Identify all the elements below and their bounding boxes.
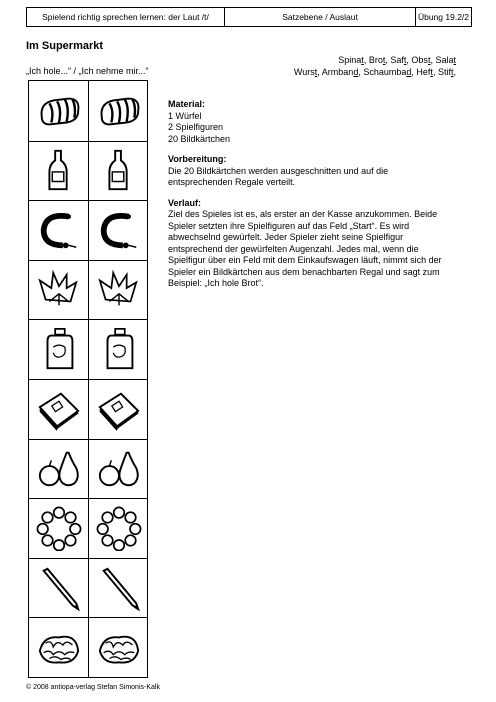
word: Schaumbad — [363, 67, 412, 77]
board-cell — [89, 498, 149, 558]
board-cell — [29, 439, 89, 499]
header-level: Satzebene / Auslaut — [225, 8, 416, 26]
fruit-icon — [36, 445, 82, 491]
board-cell — [29, 81, 89, 141]
material-heading: Material: — [168, 99, 206, 109]
header-topic: Spielend richtig sprechen lernen: der Laut /t/ — [27, 8, 225, 26]
bread-icon — [96, 88, 142, 134]
board-row-divider — [29, 141, 147, 142]
board-cell — [29, 260, 89, 320]
bracelet-icon — [36, 505, 82, 551]
pencil-icon — [36, 565, 82, 611]
board-cell — [89, 319, 149, 379]
board-row-divider — [29, 260, 147, 261]
preparation-text: Die 20 Bildkärtchen werden ausgeschnitten und auf die entsprechenden Regale verteilt. — [168, 165, 389, 187]
board-cell — [29, 617, 89, 677]
board-row-divider — [29, 319, 147, 320]
material-list — [168, 111, 446, 146]
board-row-divider — [29, 498, 147, 499]
board-row-divider — [29, 439, 147, 440]
word: Saft — [390, 55, 407, 65]
header-exercise-number: Übung 19.2/2 — [417, 12, 470, 22]
lettuce-icon — [36, 267, 82, 313]
word: Stift — [437, 67, 454, 77]
pencil-icon — [96, 565, 142, 611]
board-cell — [89, 439, 149, 499]
board-cell — [29, 319, 89, 379]
fruit-icon — [96, 445, 142, 491]
board-cell — [89, 200, 149, 260]
material-item: 2 Spielfiguren — [168, 122, 224, 132]
sausage-icon — [36, 207, 82, 253]
word-line-2: Wurst, Armband, Schaumbad, Heft, Stift, — [293, 67, 456, 77]
word: Heft — [416, 67, 433, 77]
board-cell — [29, 141, 89, 201]
bread-icon — [36, 88, 82, 134]
procedure-text: Ziel des Spieles ist es, als erster an der Kasse anzukommen. Beide Spieler setzten ihre Spielfiguren auf das Feld „Start“. Es wird abwechselnd gewürfelt. Jeder Spieler zieht seine Spielfigur entsprechend der gewürfelten Augenzahl. Jedes mal, wenn die Spielfigur über ein Feld mit dem Einkaufswagen läuft, nimmt sich der Spieler ein Bildkärtchen aus dem benachbarten Regal und sagt zum Beispiel: „Ich hole Brot“. — [168, 209, 442, 288]
board-cell — [89, 379, 149, 439]
bottle-icon — [96, 147, 142, 193]
board-row-divider — [29, 558, 147, 559]
bracelet-icon — [96, 505, 142, 551]
lettuce-icon — [96, 267, 142, 313]
material-item: 1 Würfel — [168, 110, 202, 121]
notebook-icon — [96, 386, 142, 432]
page-title: Im Supermarkt — [26, 40, 104, 52]
preparation-heading: Vorbereitung: — [168, 154, 227, 164]
worksheet-header — [26, 7, 472, 27]
word: Armband — [321, 67, 359, 77]
salad-icon — [36, 624, 82, 670]
word: Salat — [435, 55, 456, 65]
board-cell — [29, 379, 89, 439]
procedure-heading: Verlauf: — [168, 197, 202, 208]
word: Spinat — [338, 55, 364, 65]
target-word-list — [294, 54, 456, 78]
shampoo-icon — [96, 326, 142, 372]
instructions — [168, 99, 446, 299]
word: Obst — [411, 55, 431, 65]
salad-icon — [96, 624, 142, 670]
page-subtitle: „Ich hole...“ / „Ich nehme mir...“ — [26, 66, 149, 76]
board-row-divider — [29, 200, 147, 201]
shampoo-icon — [36, 326, 82, 372]
board-row-divider — [29, 379, 147, 380]
board-cell — [29, 558, 89, 618]
notebook-icon — [36, 386, 82, 432]
board-row-divider — [29, 617, 147, 618]
board-cell — [29, 498, 89, 558]
board-cell — [89, 558, 149, 618]
word-line-1: Spinat, Brot, Saft, Obst, Salat — [338, 55, 456, 65]
material-item: 20 Bildkärtchen — [168, 133, 231, 144]
card-board — [28, 80, 148, 678]
word: Wurst — [293, 67, 318, 77]
board-cell — [89, 260, 149, 320]
board-cell — [89, 81, 149, 141]
sausage-icon — [96, 207, 142, 253]
word: Brot — [368, 55, 386, 65]
bottle-icon — [36, 147, 82, 193]
board-cell — [29, 200, 89, 260]
copyright-footer: © 2008 antiopa-verlag Stefan Simonis-Kalk — [26, 684, 160, 691]
board-cell — [89, 141, 149, 201]
board-cell — [89, 617, 149, 677]
